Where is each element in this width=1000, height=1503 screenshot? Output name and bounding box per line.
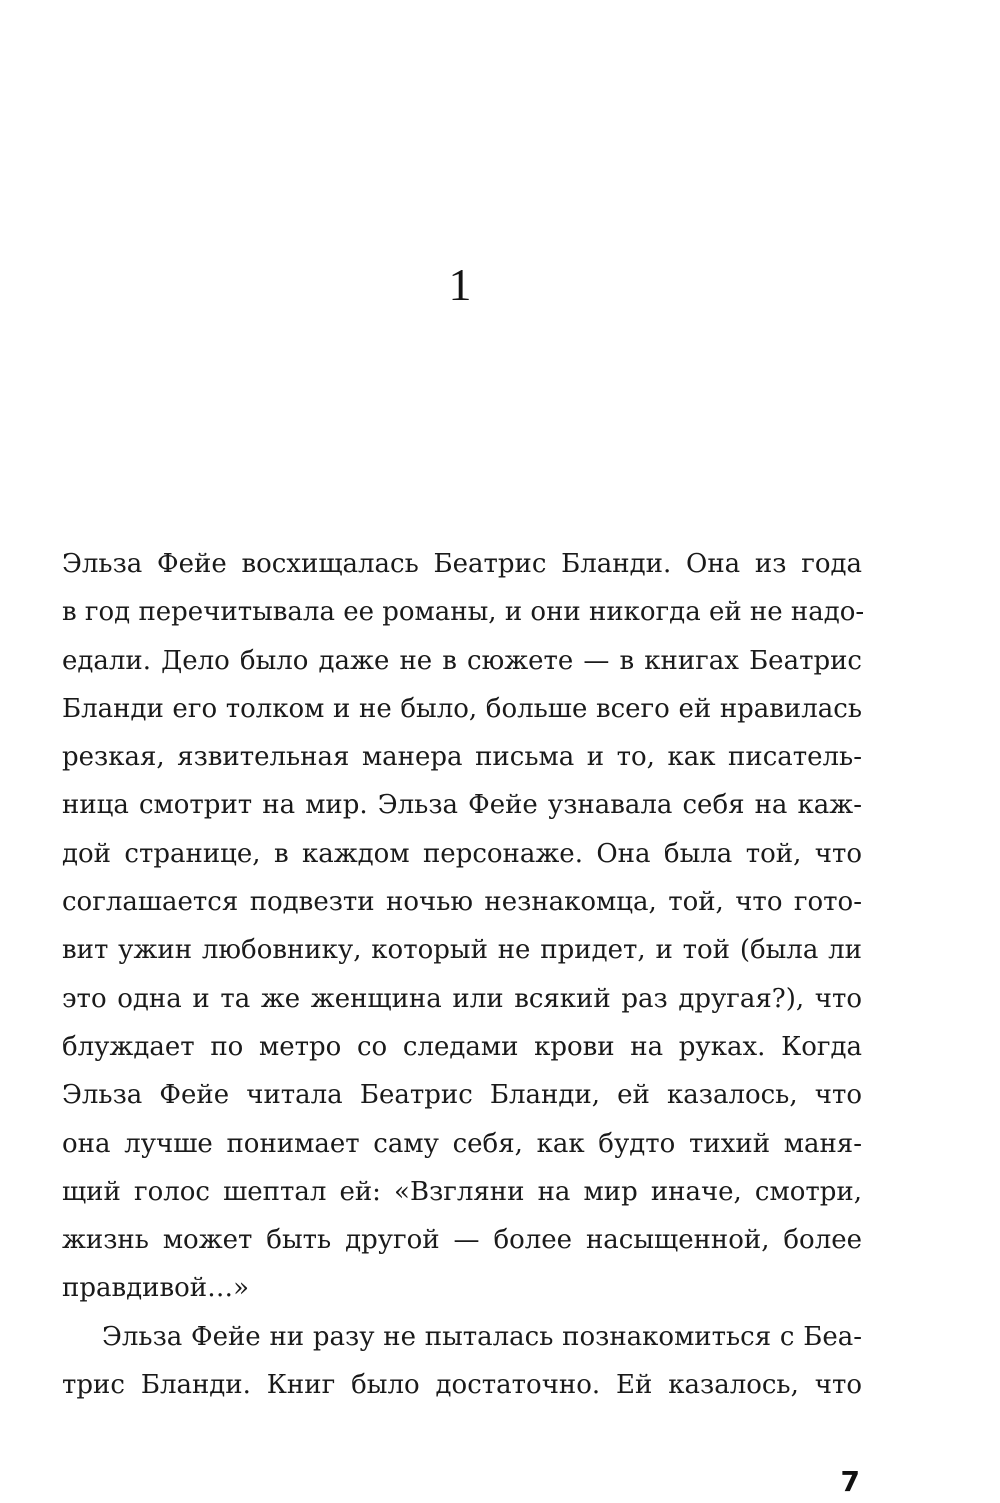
text-line: жизнь может быть другой — более насыщенной, более [62,1225,862,1256]
text-line: ница смотрит на мир. Эльза Фейе узнавала себя на каж- [62,790,862,821]
text-line: блуждает по метро со следами крови на руках. Когда [62,1031,862,1062]
paragraph-2 [62,1313,862,1410]
text-line: она лучше понимает саму себя, как будто тихий маня- [62,1128,862,1159]
text-line: резкая, язвительная манера письма и то, как писатель- [62,742,862,773]
text-line: это одна и та же женщина или всякий раз другая?), что [62,983,862,1014]
paragraph-1 [62,540,865,1313]
text-line: Эльза Фейе ни разу не пыталась познакомиться с Беа- [102,1321,862,1352]
text-line: едали. Дело было даже не в сюжете — в книгах Беатрис [62,645,862,676]
body-text [62,540,865,1409]
chapter-number: 1 [448,259,472,310]
text-line: вит ужин любовнику, который не придет, и той (была ли [62,935,862,966]
text-line: правдивой…» [62,1273,249,1304]
text-line: Бланди его толком и не было, больше всего ей нравилась [62,693,862,724]
page-number: 7 [840,1465,860,1498]
text-line: трис Бланди. Книг было достаточно. Ей казалось, что [62,1370,862,1401]
text-line: в год перечитывала ее романы, и они никогда ей не надо- [62,597,865,628]
text-line: дой странице, в каждом персонаже. Она была той, что [62,838,862,869]
text-line: Эльза Фейе читала Беатрис Бланди, ей казалось, что [62,1080,862,1111]
text-line: Эльза Фейе восхищалась Беатрис Бланди. Она из года [62,549,862,579]
text-line: щий голос шептал ей: «Взгляни на мир иначе, смотри, [62,1176,862,1207]
text-line: соглашается подвезти ночью незнакомца, той, что гото- [62,887,862,918]
